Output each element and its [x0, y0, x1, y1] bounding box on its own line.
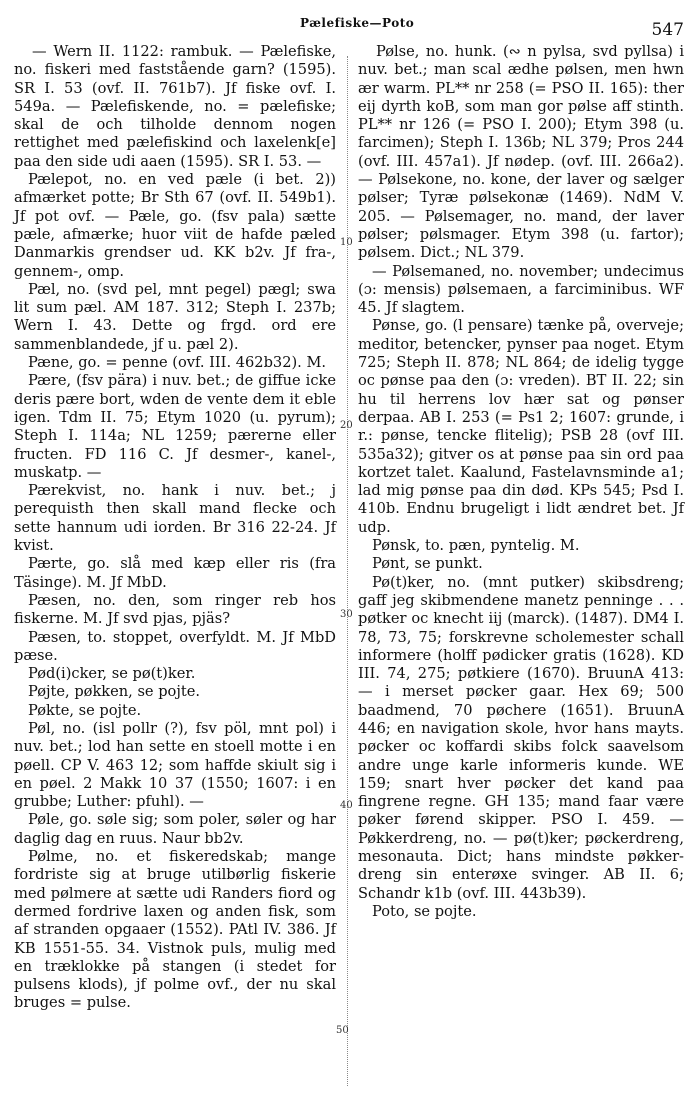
dictionary-entry: Pærekvist, no. hank i nuv. bet.; j perequisth then skall mand flecke och sette hannum udi iorden. Br 316 22-24. Jf kvist. — [14, 482, 336, 555]
dictionary-entry: — Wern II. 1122: rambuk. — Pælefiske, no. fiskeri med faststående garn? (1595). SR I. 53 (ovf. II. 761b7). Jf fiske ovf. I. 549a. — Pælefiskende, no. = pælefiske; skal de och tilholde dennom nogen rettighet med pælefiskind och laxelenk[e] paa den side udi aaen (1595). SR I. 53. — — [14, 43, 336, 170]
dictionary-entry: Pød(i)cker, se pø(t)ker. — [28, 665, 196, 683]
dictionary-entry: Pø(t)ker, no. (mnt putker) skibsdreng; gaff jeg skibmendene manetz penninge . . . pøtker oc knecht iij (marck). (1487). DM4 I. 78, 73, 75; forskrevne scholemester schall informere (holff pødicker gratis (1628). KD III. 74, 275; pøtkiere (1670). BruunA 413: — i merset pøcker gaar. Hex 69; 500 baadmend, 70 pøchere (1651). BruunA 446; en navigation skole, hvor hans mayts. pøcker oc koffardi skibs folck saavelsom andre unge karle informeris kunde. WE 159; snart hver pøcker det kand paa fingrene regne. GH 135; mand faar være pøker førend skipper. PSO I. 459. — Pøkkerdreng, no. — pø(t)ker; pøckerdreng, mesonauta. Dict; hans mindste pøkker-dreng sin enterøxe svinger. AB II. 6; Schandr k1b (ovf. III. 443b39). — [358, 573, 684, 902]
left-column — [14, 43, 336, 1013]
dictionary-entry: Pønse, go. (l pensare) tænke på, overveje; meditor, betencker, pynser paa noget. Etym 725; Steph II. 878; NL 864; de idelig tygge oc pønse paa den (ɔ: vreden). BT II. 22; sin hu til herrens lov hær sat og pønser derpaa. AB I. 253 (= Ps1 2; 1607: grunde, i r.: pønse, tencke flitelig); PSB 28 (ovf III. 535a32); gitver os at pønse paa sin ord paa kortzet talet. Kaalund, Fastelavnsminde a1; lad mig pønse paa din død. KPs 545; Psd I. 410b. Endnu brugeligt i lidt ændret bet. Jf udp. — [358, 317, 684, 536]
column-divider — [347, 56, 348, 1086]
dictionary-entry: Pølse, no. hunk. (∾ n pylsa, svd pyllsa) i nuv. bet.; man scal ædhe pølsen, men hwn ær warm. PL** nr 258 (= PSO II. 165): ther eij dyrth koB, som man gor pølse aff stinth. PL** nr 126 (= PSO I. 200); Etym 398 (u. farcimen); Steph I. 136b; NL 379; Pros 244 (ovf. III. 457a1). Jf nødep. (ovf. III. 266a2). — Pølsekone, no. kone, der laver og sælger pølser; Tyræ pølsekonæ (1469). NdM V. 205. — Pølsemager, no. mand, der laver pølser; pølsmager. Etym 398 (u. fartor); pølsem. Dict.; NL 379. — [358, 43, 684, 262]
running-head: Pælefiske—Poto — [300, 16, 415, 30]
line-number: 10 — [340, 237, 353, 248]
page-number: 547 — [651, 20, 684, 40]
line-number: 40 — [340, 800, 353, 811]
dictionary-entry: Pærte, go. slå med kæp eller ris (fra Täsinge). M. Jf MbD. — [14, 555, 336, 591]
line-number: 30 — [340, 609, 353, 620]
dictionary-entry: Pælepot, no. en ved pæle (i bet. 2)) afmærket potte; Br Sth 67 (ovf. II. 549b1). Jf pot ovf. — Pæle, go. (fsv pala) sætte pæle, afmærke; huor viit de hafde pæled Danmarkis grendser ud. KK b2v. Jf fra-, gennem-, omp. — [14, 171, 336, 280]
dictionary-entry: Pøl, no. (isl pollr (?), fsv pöl, mnt pol) i nuv. bet.; lod han sette en stoell motte i en pøell. CP V. 463 12; som haffde skiult sig i en pøel. 2 Makk 10 37 (1550; 1607: i en grubbe; Luther: pfuhl). — — [14, 719, 336, 811]
dictionary-entry: Pøjte, pøkken, se pojte. — [28, 683, 201, 701]
dictionary-entry: Pære, (fsv pära) i nuv. bet.; de giffue icke deris pære bort, wden de vente dem it eble igen. Tdm II. 75; Etym 1020 (u. pyrum); Steph I. 114a; NL 1259; pærerne eller fructen. FD 116 C. Jf desmer-, kanel-, muskatp. — — [14, 372, 336, 481]
page-header — [0, 8, 698, 38]
dictionary-entry: Pæsen, to. stoppet, overfyldt. M. Jf MbD pæse. — [14, 628, 336, 664]
dictionary-entry: Pæl, no. (svd pel, mnt pegel) pægl; swa lit sum pæl. AM 187. 312; Steph I. 237b; Wern I. 43. Dette og frgd. ord ere sammenblandede, jf u. pæl 2). — [14, 280, 336, 353]
dictionary-entry: Pønt, se punkt. — [372, 555, 483, 573]
dictionary-entry: Pæne, go. = penne (ovf. III. 462b32). M. — [28, 354, 327, 372]
dictionary-entry: Pøkte, se pojte. — [28, 701, 142, 719]
dictionary-entry: Poto, se pojte. — [372, 902, 477, 920]
line-number: 50 — [336, 1025, 349, 1036]
dictionary-entry: — Pølsemaned, no. november; undecimus (ɔ: mensis) pølsemaen, a farciminibus. WF 45. Jf slagtem. — [358, 262, 684, 317]
dictionary-entry: Pønsk, to. pæn, pyntelig. M. — [372, 537, 580, 555]
line-number: 20 — [340, 420, 353, 431]
dictionary-entry: Pølme, no. et fiskeredskab; mange fordriste sig at bruge utilbørlig fiskerie med pølmere at sætte udi Randers fiord og dermed fordrive laxen og anden fisk, som af stranden opgaaer (1552). PAtl IV. 386. Jf KB 1551-55. 34. Vistnok puls, mulig med en træklokke på stangen (i stedet for pulsens klods), jf polme ovf., der nu skal bruges = pulse. — [14, 848, 336, 1012]
dictionary-entry: Pæsen, no. den, som ringer reb hos fiskerne. M. Jf svd pjas, pjäs? — [14, 591, 336, 628]
right-column — [358, 43, 684, 921]
dictionary-entry: Pøle, go. søle sig; som poler, søler og har daglig dag en ruus. Naur bb2v. — [14, 811, 336, 847]
